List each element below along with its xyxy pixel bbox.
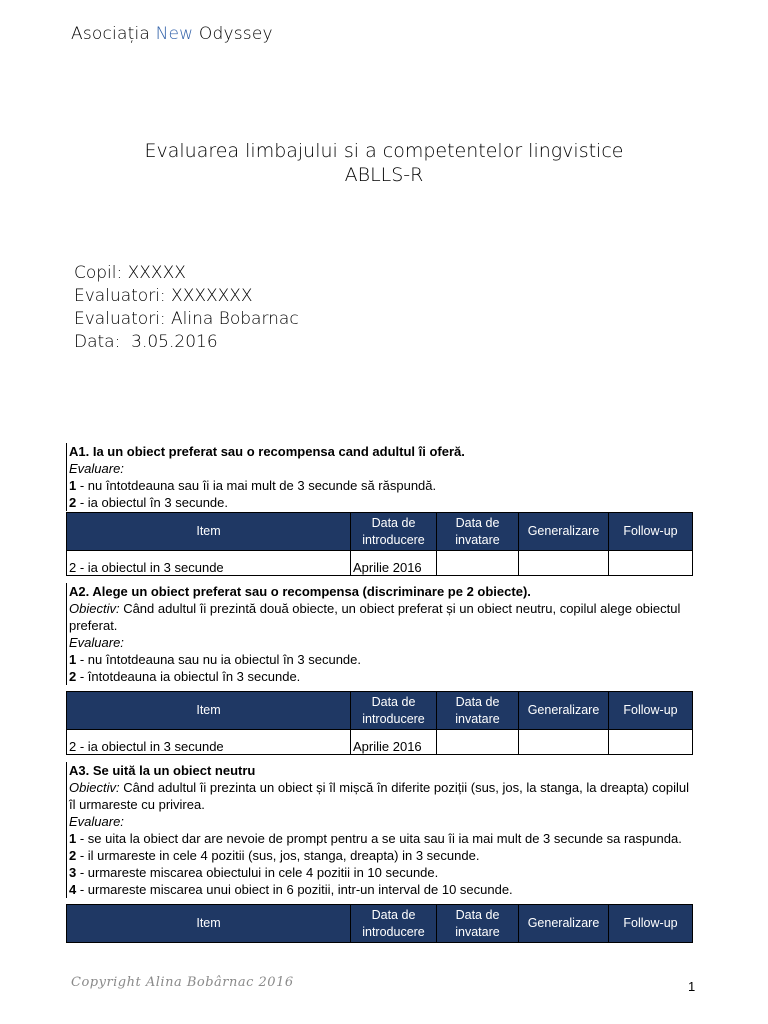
col-data-introducere: Data de introducere <box>351 513 437 551</box>
level-item: 4 - urmareste miscarea unui obiect in 6 pozitii, intr-un interval de 10 secunde. <box>69 882 513 897</box>
document-title-line-1: Evaluarea limbajului si a competentelor lingvistice <box>144 140 624 162</box>
evaluation-label: Evaluare: <box>69 814 124 829</box>
evaluation-label: Evaluare: <box>69 461 124 476</box>
cell-data-introducere: Aprilie 2016 <box>351 730 437 755</box>
page-number: 1 <box>688 979 696 994</box>
col-data-invatare: Data de invatare <box>437 905 519 943</box>
col-item: Item <box>67 905 351 943</box>
organization-accent: New <box>155 24 194 44</box>
evaluation-info <box>74 262 299 354</box>
col-follow-up: Follow-up <box>609 692 693 730</box>
cell-item: 2 - ia obiectul in 3 secunde <box>67 551 351 576</box>
level-item: 2 - ia obiectul în 3 secunde. <box>69 495 228 510</box>
cell-data-invatare <box>437 551 519 576</box>
cell-follow-up <box>609 730 693 755</box>
col-data-introducere: Data de introducere <box>351 905 437 943</box>
table-header-row <box>67 905 693 943</box>
section-a2 <box>66 583 692 685</box>
col-follow-up: Follow-up <box>609 513 693 551</box>
table-row <box>67 730 693 755</box>
level-item: 2 - il urmareste in cele 4 pozitii (sus, jos, stanga, dreapta) in 3 secunde. <box>69 848 480 863</box>
cell-generalizare <box>519 551 609 576</box>
cell-data-introducere: Aprilie 2016 <box>351 551 437 576</box>
section-heading: A2. Alege un obiect preferat sau o recompensa (discriminare pe 2 obiecte). <box>69 584 531 599</box>
col-data-introducere: Data de introducere <box>351 692 437 730</box>
assessment-table-a1 <box>66 512 693 576</box>
cell-data-invatare <box>437 730 519 755</box>
level-item: 1 - nu întotdeauna sau îi ia mai mult de 3 secunde să răspundă. <box>69 478 437 493</box>
level-item: 2 - întotdeauna ia obiectul în 3 secunde. <box>69 669 301 684</box>
table-row <box>67 551 693 576</box>
level-item: 3 - urmareste miscarea obiectului in cele 4 pozitii in 10 secunde. <box>69 865 439 880</box>
objective: Obiectiv: Când adultul îi prezintă două obiecte, un obiect preferat și un obiect neutru, copilul alege obiectul preferat. <box>69 601 681 633</box>
table-header-row <box>67 513 693 551</box>
level-item: 1 - nu întotdeauna sau nu ia obiectul în 3 secunde. <box>69 652 361 667</box>
document-title-line-2: ABLLS-R <box>344 164 424 186</box>
copyright-footer: Copyright Alina Bobârnac 2016 <box>71 975 294 990</box>
document-title <box>0 139 768 187</box>
evaluators-2: Evaluatori: Alina Bobarnac <box>74 309 299 329</box>
col-generalizare: Generalizare <box>519 513 609 551</box>
assessment-content <box>66 443 692 943</box>
col-generalizare: Generalizare <box>519 692 609 730</box>
col-follow-up: Follow-up <box>609 905 693 943</box>
evaluation-date: Data: 3.05.2016 <box>74 332 218 352</box>
cell-generalizare <box>519 730 609 755</box>
section-a3 <box>66 762 692 898</box>
col-generalizare: Generalizare <box>519 905 609 943</box>
col-data-invatare: Data de invatare <box>437 692 519 730</box>
section-heading: A3. Se uită la un obiect neutru <box>69 763 256 778</box>
assessment-table-a3 <box>66 904 693 943</box>
table-header-row <box>67 692 693 730</box>
section-heading: A1. Ia un obiect preferat sau o recompensa cand adultul îi oferă. <box>69 444 465 459</box>
col-item: Item <box>67 692 351 730</box>
col-data-invatare: Data de invatare <box>437 513 519 551</box>
col-item: Item <box>67 513 351 551</box>
objective: Obiectiv: Când adultul îi prezinta un obiect și îl mișcă în diferite poziții (sus, jos, la stanga, la dreapta) copilul îl urmareste cu privirea. <box>69 780 689 812</box>
child-name: Copil: XXXXX <box>74 263 186 283</box>
evaluation-label: Evaluare: <box>69 635 124 650</box>
level-item: 1 - se uita la obiect dar are nevoie de prompt pentru a se uita sau îi ia mai mult de 3 secunde sa raspunda. <box>69 831 682 846</box>
evaluators: Evaluatori: XXXXXXX <box>74 286 253 306</box>
section-a1 <box>66 443 692 511</box>
cell-follow-up <box>609 551 693 576</box>
assessment-table-a2 <box>66 691 693 755</box>
organization-name: Asociația New Odyssey <box>71 24 273 44</box>
cell-item: 2 - ia obiectul in 3 secunde <box>67 730 351 755</box>
